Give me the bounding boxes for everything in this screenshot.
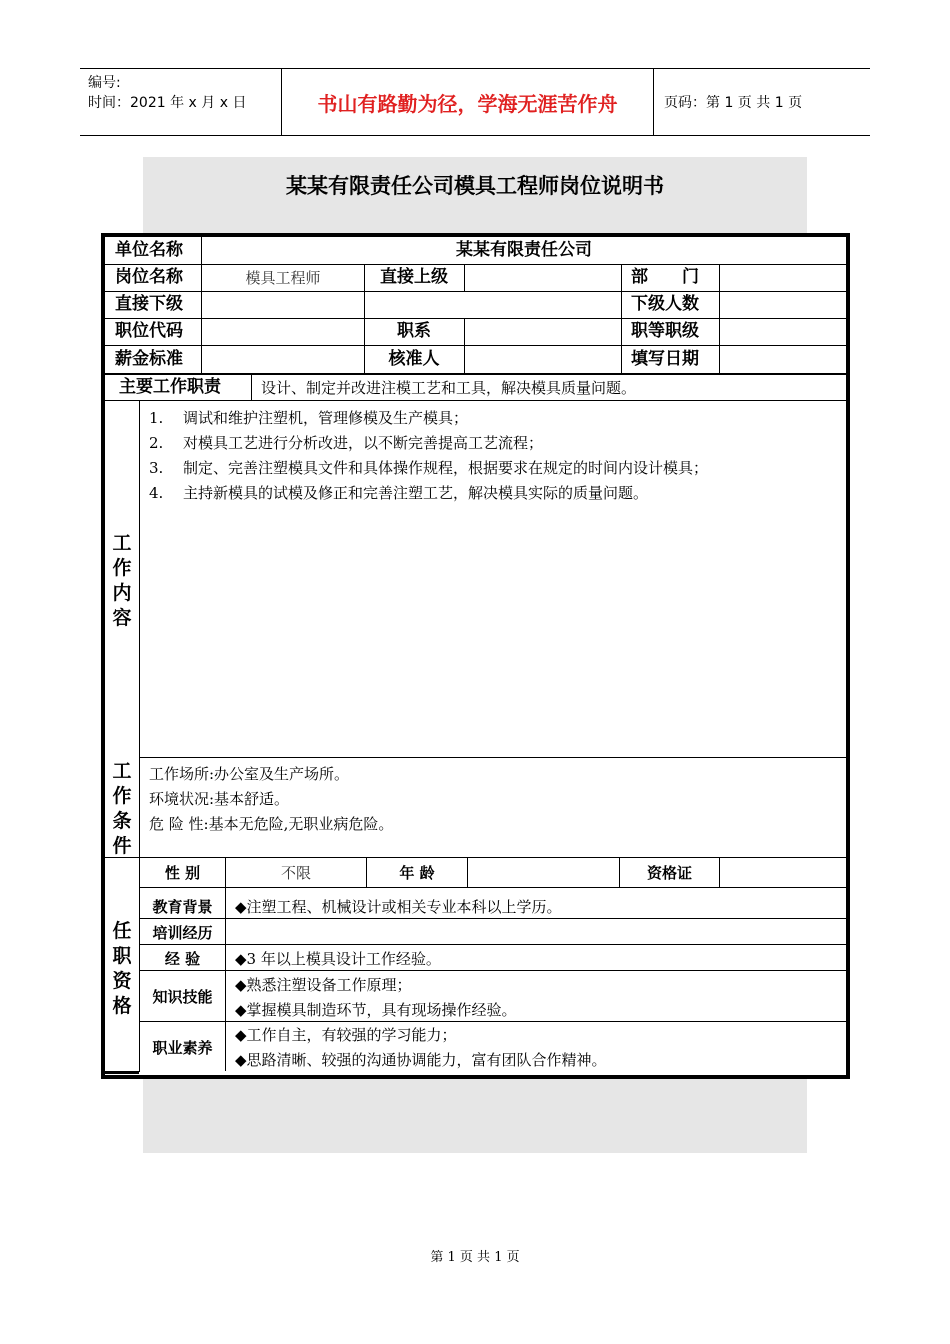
gender-value: 不限 (280, 864, 311, 882)
work-content-item-num: 3. (149, 459, 164, 477)
grade-label: 职等职级 (631, 321, 699, 341)
unit-name-label: 单位名称 (115, 240, 183, 260)
skills-line: ◆熟悉注塑设备工作原理； (235, 976, 412, 994)
unit-name-value: 某某有限责任公司 (456, 240, 592, 260)
training-label: 培训经历 (152, 924, 213, 942)
subordinate-count-label: 下级人数 (631, 294, 699, 314)
education-label: 教育背景 (152, 898, 213, 916)
position-name-label: 岗位名称 (115, 267, 183, 287)
main-duties-label: 主要工作职责 (119, 377, 221, 397)
age-label: 年 龄 (399, 864, 435, 882)
document-title: 某某有限责任公司模具工程师岗位说明书 (286, 174, 664, 198)
page-footer: 第 1 页 共 1 页 (430, 1250, 520, 1265)
work-content-item: 调试和维护注塑机，管理修模及生产模具； (183, 409, 469, 427)
certificate-label: 资格证 (646, 864, 692, 882)
skills-label: 知识技能 (152, 988, 213, 1006)
qualifications-label: 任 职 资 格 (112, 920, 132, 1017)
experience-label: 经 验 (164, 950, 201, 968)
work-condition-line: 危 险 性:基本无危险,无职业病危险。 (149, 815, 394, 833)
work-content-item-num: 2. (149, 434, 164, 452)
professional-quality-label: 职业素养 (152, 1039, 213, 1057)
education-value: ◆注塑工程、机械设计或相关专业本科以上学历。 (235, 898, 562, 916)
work-content-label: 工 作 内 容 (112, 532, 132, 629)
work-content-item-num: 1. (149, 409, 164, 427)
work-content-item: 主持新模具的试模及修正和完善注塑工艺，解决模具实际的质量问题。 (183, 484, 649, 502)
salary-label: 薪金标准 (115, 349, 183, 369)
skills-line: ◆掌握模具制造环节，具有现场操作经验。 (235, 1001, 517, 1019)
position-name-value: 模具工程师 (245, 269, 321, 287)
work-condition-line: 环境状况:基本舒适。 (149, 790, 290, 808)
header-page-info: 页码：第 1 页 共 1 页 (664, 95, 803, 111)
work-content-item: 制定、完善注塑模具文件和具体操作规程，根据要求在规定的时间内设计模具； (183, 459, 709, 477)
document-time-label: 时间：2021 年 x 月 x 日 (88, 95, 247, 111)
professional-quality-line: ◆工作自主，有较强的学习能力； (235, 1026, 457, 1044)
document-number-label: 编号: (88, 75, 121, 91)
work-content-item-num: 4. (149, 484, 164, 502)
header-meta (80, 69, 282, 135)
direct-superior-label: 直接上级 (380, 267, 448, 287)
main-duties-value: 设计、制定并改进注模工艺和工具，解决模具质量问题。 (261, 379, 637, 397)
approver-label: 核准人 (388, 349, 440, 369)
work-conditions-label: 工 作 条 件 (112, 760, 132, 857)
fill-date-label: 填写日期 (631, 349, 699, 369)
direct-subordinate-label: 直接下级 (115, 294, 183, 314)
job-description-form (101, 233, 850, 1079)
position-code-label: 职位代码 (115, 321, 183, 341)
department-label: 部 门 (631, 267, 699, 287)
work-condition-line: 工作场所:办公室及生产场所。 (149, 765, 350, 783)
job-series-label: 职系 (397, 321, 431, 341)
work-content-item: 对模具工艺进行分析改进，以不断完善提高工艺流程； (183, 434, 544, 452)
professional-quality-line: ◆思路清晰、较强的沟通协调能力，富有团队合作精神。 (235, 1051, 607, 1069)
header-motto: 书山有路勤为径，学海无涯苦作舟 (282, 69, 654, 135)
page-header (80, 68, 870, 136)
experience-value: ◆3 年以上模具设计工作经验。 (235, 950, 441, 968)
gender-label: 性 别 (164, 864, 201, 882)
